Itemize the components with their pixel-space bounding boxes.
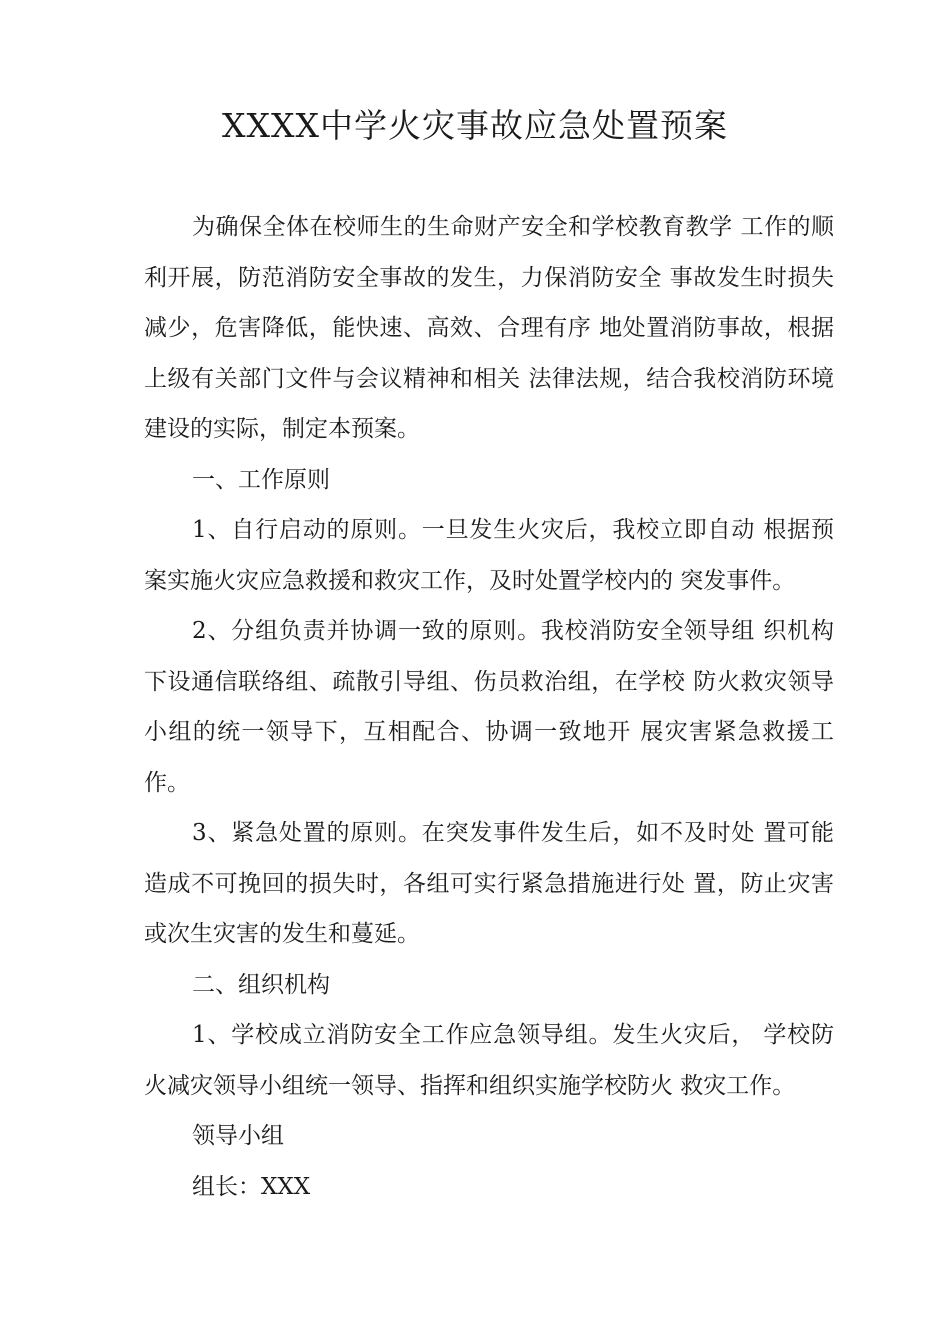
paragraph-principle-3: 3、紧急处置的原则。在突发事件发生后，如不及时处 置可能造成不可挽回的损失时，各组可实行紧急措施进行处 置，防止灾害或次生灾害的发生和蔓延。 bbox=[144, 820, 834, 947]
paragraph-principle-2: 2、分组负责并协调一致的原则。我校消防安全领导组 织机构下设通信联络组、疏散引导组、伤员救治组，在学校 防火救灾领导小组的统一领导下，互相配合、协调一致地开 展灾害紧急救援工作。 bbox=[144, 618, 834, 796]
document-body bbox=[144, 202, 834, 1212]
paragraph-organization-1: 1、学校成立消防安全工作应急领导组。发生火灾后， 学校防火减灾领导小组统一领导、指挥和组织实施学校防火 救灾工作。 bbox=[144, 1022, 834, 1099]
section-heading-principles: 一、工作原则 bbox=[192, 466, 330, 493]
section-heading-organization: 二、组织机构 bbox=[192, 971, 330, 998]
paragraph-principle-1: 1、自行启动的原则。一旦发生火灾后，我校立即自动 根据预案实施火灾应急救援和救灾工作，及时处置学校内的 突发事件。 bbox=[144, 517, 834, 594]
label-leadership-group: 领导小组 bbox=[192, 1123, 284, 1149]
label-group-leader: 组长：XXX bbox=[192, 1173, 311, 1200]
document-title: XXXX中学火灾事故应急处置预案 bbox=[222, 106, 728, 145]
paragraph-intro: 为确保全体在校师生的生命财产安全和学校教育教学 工作的顺利开展，防范消防安全事故的发生，力保消防安全 事故发生时损失减少，危害降低，能快速、高效、合理有序 地处置消防事故，根据上级有关部门文件与会议精神和相关 法律法规，结合我校消防环境建设的实际，制定本预案。 bbox=[144, 214, 834, 442]
